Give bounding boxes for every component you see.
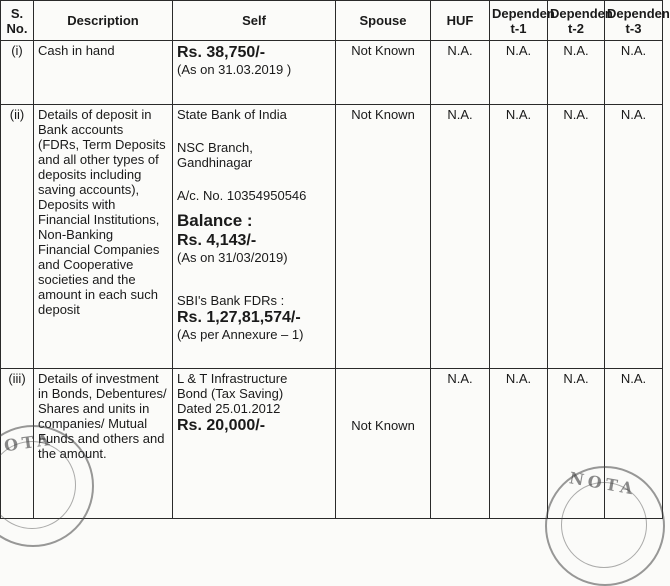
row-spouse: Not Known	[336, 369, 431, 519]
header-row	[1, 1, 663, 41]
row-spouse: Not Known	[336, 105, 431, 369]
row-description: Details of investment in Bonds, Debentures/ Shares and units in companies/ Mutual Funds and others and the amount.	[34, 369, 173, 519]
balance-label: Balance :	[177, 211, 253, 230]
row-spouse: Not Known	[336, 41, 431, 105]
row-dependent-1: N.A.	[490, 105, 548, 369]
row-sno: (ii)	[1, 105, 34, 369]
bank-branch: NSC Branch, Gandhinagar	[177, 140, 253, 170]
row-description: Details of deposit in Bank accounts (FDRs, Term Deposits and all other types of deposits including saving accounts), Deposits with Financial Institutions, Non-Banking Financial Companies and Cooperative societies and the amount in each such deposit	[34, 105, 173, 369]
row-self	[173, 369, 336, 519]
header-sno: S. No.	[1, 1, 34, 41]
row-dependent-3: N.A.	[605, 105, 663, 369]
header-dependent-3: Dependen t-3	[605, 1, 663, 41]
balance-amount: Rs. 4,143/-	[177, 232, 257, 249]
table-row	[1, 41, 663, 105]
bank-name: State Bank of India	[177, 107, 287, 122]
row-dependent-2: N.A.	[548, 41, 605, 105]
bank-account: A/c. No. 10354950546	[177, 188, 307, 203]
header-spouse: Spouse	[336, 1, 431, 41]
header-self: Self	[173, 1, 336, 41]
row-huf: N.A.	[431, 105, 490, 369]
table-row	[1, 105, 663, 369]
header-huf: HUF	[431, 1, 490, 41]
cash-date-note: (As on 31.03.2019 )	[177, 62, 292, 77]
header-description: Description	[34, 1, 173, 41]
row-self	[173, 105, 336, 369]
cash-amount: Rs. 38,750/-	[177, 44, 266, 61]
fdr-amount: Rs. 1,27,81,574/-	[177, 309, 301, 326]
row-dependent-3: N.A.	[605, 369, 663, 519]
bond-line-1: L & T Infrastructure	[177, 371, 288, 386]
fdr-label: SBI's Bank FDRs :	[177, 293, 285, 308]
bond-line-2: Bond (Tax Saving)	[177, 386, 284, 401]
row-dependent-2: N.A.	[548, 105, 605, 369]
row-dependent-2: N.A.	[548, 369, 605, 519]
row-huf: N.A.	[431, 369, 490, 519]
row-sno: (i)	[1, 41, 34, 105]
header-dependent-2: Dependen t-2	[548, 1, 605, 41]
row-self	[173, 41, 336, 105]
row-dependent-3: N.A.	[605, 41, 663, 105]
notary-stamp-left-text: OTA	[2, 429, 55, 456]
row-sno: (iii)	[1, 369, 34, 519]
balance-date-note: (As on 31/03/2019)	[177, 250, 288, 265]
row-description: Cash in hand	[34, 41, 173, 105]
table-row	[1, 369, 663, 519]
header-dependent-1: Dependen t-1	[490, 1, 548, 41]
row-dependent-1: N.A.	[490, 369, 548, 519]
bond-line-3: Dated 25.01.2012	[177, 401, 281, 416]
notary-stamp-right-text: NOTA	[567, 468, 639, 499]
fdr-annexure-note: (As per Annexure – 1)	[177, 327, 304, 342]
row-huf: N.A.	[431, 41, 490, 105]
bond-amount: Rs. 20,000/-	[177, 417, 266, 434]
row-dependent-1: N.A.	[490, 41, 548, 105]
